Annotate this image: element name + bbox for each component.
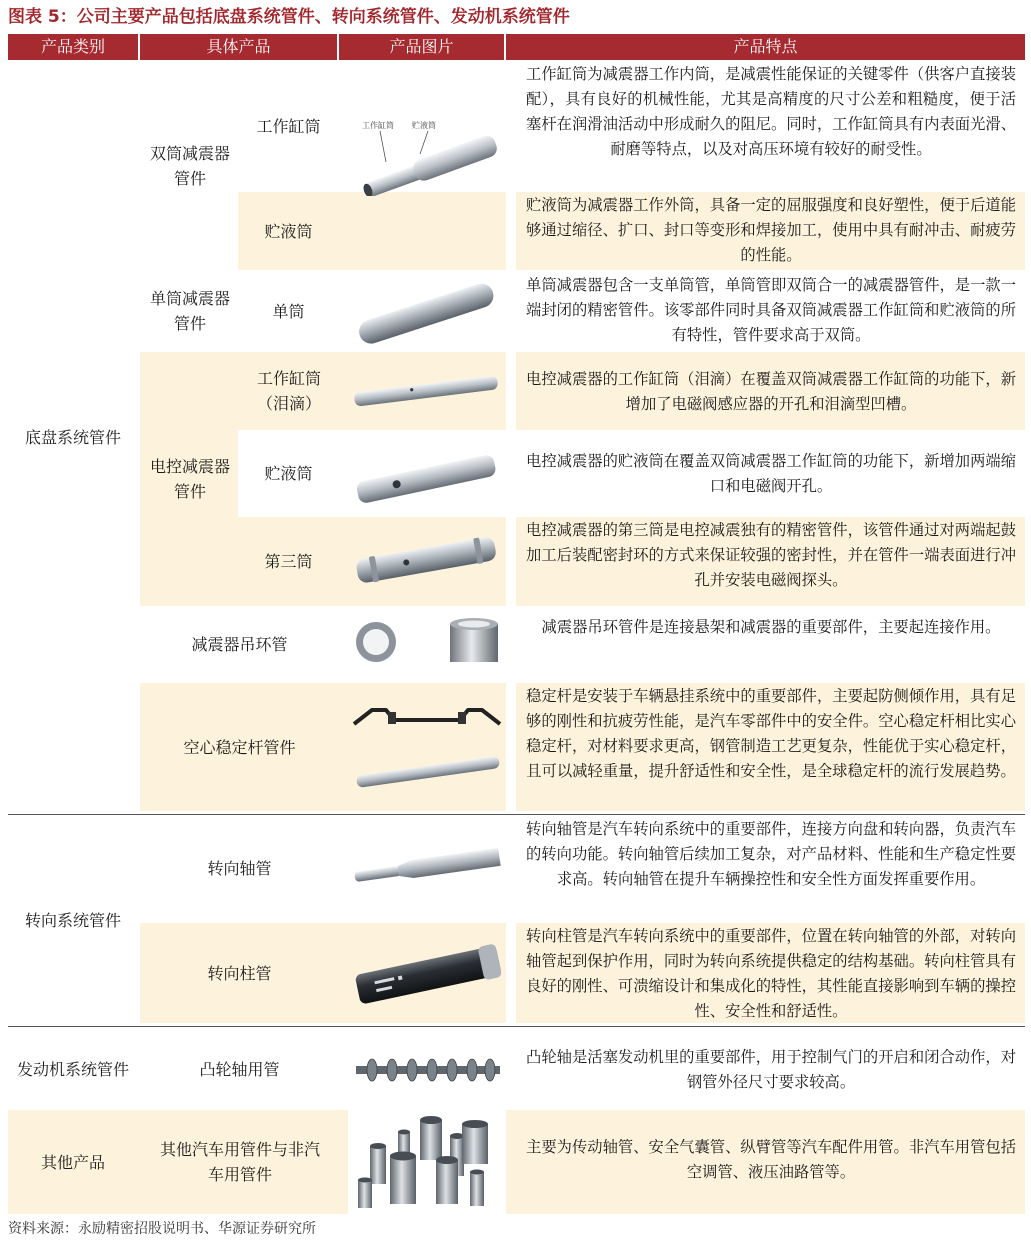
camshaft-image bbox=[350, 1050, 506, 1090]
desc-mono-tube: 单筒减震器包含一支单筒管，单筒管即双筒合一的减震器管件，是一款一端封闭的精密管件。该零部件同时具备双筒减震器工作缸筒和贮液筒的所有特性，管件要求高于双筒。 bbox=[526, 276, 1016, 344]
product-reservoir: 贮液筒 bbox=[264, 221, 313, 241]
other-tubes-image bbox=[352, 1114, 506, 1212]
subcategory-electric: 电控减震器管件 bbox=[150, 457, 231, 501]
desc-stabilizer: 稳定杆是安装于车辆悬挂系统中的重要部件，主要起防侧倾作用，具有足够的刚性和抗疲劳性能，是汽车零部件中的安全件。空心稳定杆相比实心稳定杆，对材料要求更高，钢管制造工艺更复杂，性能优于实心稳定杆，且可以减轻重量，提升舒适性和安全性，是全球稳定杆的流行发展趋势。 bbox=[526, 687, 1016, 780]
mono-tube-image bbox=[350, 282, 500, 344]
product-stabilizer: 空心稳定杆管件 bbox=[183, 737, 296, 757]
desc-steering-column: 转向柱管是汽车转向系统中的重要部件，位置在转向轴管的外部，对转向轴管起到保护作用，同时为转向系统提供稳定的结构基础。转向柱管具有良好的刚性、可溃缩设计和集成化的特性，其性能直接影响到车辆的操控性、安全性和舒适性。 bbox=[526, 927, 1016, 1020]
product-camshaft-tube: 凸轮轴用管 bbox=[199, 1059, 280, 1079]
category-other: 其他产品 bbox=[40, 1152, 105, 1172]
product-steering-shaft: 转向轴管 bbox=[207, 859, 272, 878]
desc-third-tube: 电控减震器的第三筒是电控减震独有的精密管件，该管件通过对两端起鼓加工后装配密封环的方式来保证较强的密封性，并在管件一端表面进行冲孔并安装电磁阀探头。 bbox=[526, 521, 1016, 589]
desc-teardrop-cylinder: 电控减震器的工作缸筒（泪滴）在覆盖双筒减震器工作缸筒的功能下，新增加了电磁阀感应器的开孔和泪滴型凹槽。 bbox=[526, 370, 1016, 413]
electric-reservoir-image bbox=[350, 448, 502, 508]
product-other-tubes: 其他汽车用管件与非汽车用管件 bbox=[159, 1140, 320, 1184]
subcategory-mono: 单筒减震器管件 bbox=[150, 289, 231, 333]
shade-row-2-img bbox=[339, 192, 506, 270]
product-work-cylinder: 工作缸筒 bbox=[256, 116, 321, 136]
header-category: 产品类别 bbox=[8, 34, 138, 60]
product-teardrop-cylinder: 工作缸筒（泪滴） bbox=[256, 369, 321, 413]
header-product: 具体产品 bbox=[140, 34, 337, 60]
desc-ring-tube: 减震器吊环管件是连接悬架和减震器的重要部件，主要起连接作用。 bbox=[541, 618, 1001, 636]
teardrop-cylinder-image bbox=[350, 366, 502, 416]
steering-column-image bbox=[350, 934, 506, 1014]
product-third-tube: 第三筒 bbox=[264, 552, 313, 571]
ring-tube-image bbox=[350, 614, 506, 670]
desc-electric-reservoir: 电控减震器的贮液筒在覆盖双筒减震器工作缸筒的功能下，新增加两端缩口和电磁阀开孔。 bbox=[526, 452, 1016, 495]
source-note: 资料来源：永励精密招股说明书、华源证券研究所 bbox=[8, 1221, 316, 1237]
product-mono-tube: 单筒 bbox=[272, 301, 305, 321]
separator-engine bbox=[8, 1026, 1025, 1027]
product-ring-tube: 减震器吊环管 bbox=[191, 635, 288, 654]
work-cylinder-image bbox=[350, 110, 510, 196]
desc-camshaft-tube: 凸轮轴是活塞发动机里的重要部件，用于控制气门的开启和闭合动作，对钢管外径尺寸要求较高。 bbox=[526, 1048, 1016, 1091]
desc-other-tubes: 主要为传动轴管、安全气囊管、纵臂管等汽车配件用管。非汽车用管包括空调管、液压油路管等。 bbox=[526, 1138, 1016, 1181]
figure-title: 图表 5：公司主要产品包括底盘系统管件、转向系统管件、发动机系统管件 bbox=[8, 7, 570, 27]
desc-reservoir: 贮液筒为减震器工作外筒，具备一定的屈服强度和良好塑性，便于后道能够通过缩径、扩口、封口等变形和焊接加工，使用中具有耐冲击、耐疲劳的性能。 bbox=[526, 196, 1016, 264]
product-electric-reservoir: 贮液筒 bbox=[264, 464, 313, 483]
label-work-cylinder: 工作缸筒 bbox=[362, 121, 394, 130]
desc-work-cylinder: 工作缸筒为减震器工作内筒，是减震性能保证的关键零件（供客户直接装配），具有良好的机械性能，尤其是高精度的尺寸公差和粗糙度，便于活塞杆在润滑油活动中形成耐久的阻尼。同时，工作缸筒具有内表面光滑、耐磨等特点，以及对高压环境有较好的耐受性。 bbox=[526, 65, 1016, 158]
steering-shaft-image bbox=[350, 840, 504, 892]
product-steering-column: 转向柱管 bbox=[207, 963, 272, 983]
stabilizer-image bbox=[350, 694, 506, 804]
category-steering: 转向系统管件 bbox=[24, 910, 121, 930]
third-tube-image bbox=[350, 528, 502, 590]
label-reservoir: 贮液筒 bbox=[412, 121, 436, 130]
header-features: 产品特点 bbox=[506, 34, 1025, 60]
desc-steering-shaft: 转向轴管是汽车转向系统中的重要部件，连接方向盘和转向器，负责汽车的转向功能。转向轴管后续加工复杂，对产品材料、性能和生产稳定性要求高。转向轴管在提升车辆操控性和安全性方面发挥重要作用。 bbox=[526, 820, 1016, 888]
shade-other-img bbox=[339, 1110, 348, 1214]
category-engine: 发动机系统管件 bbox=[16, 1059, 129, 1079]
separator-steering bbox=[8, 814, 1025, 815]
subcategory-twin: 双筒减震器管件 bbox=[150, 144, 231, 188]
category-chassis: 底盘系统管件 bbox=[24, 427, 121, 447]
header-image: 产品图片 bbox=[339, 34, 504, 60]
